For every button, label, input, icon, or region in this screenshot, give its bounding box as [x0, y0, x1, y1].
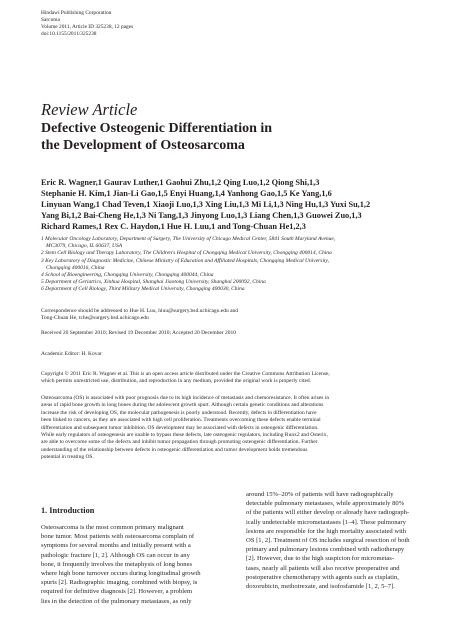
body-line: Osteosarcoma is the most common primary malignant: [41, 524, 184, 531]
body-line: OS [1, 2]. Treatment of OS includes surgical resection of both: [246, 537, 410, 545]
body-line: required for definitive diagnosis [2]. However, a problem: [41, 588, 193, 596]
affiliations: [41, 236, 461, 294]
correspondence-line: Correspondence should be addressed to Hue H. Luu, hluu@surgery.bsd.uchicago.edu and: [41, 308, 239, 314]
abstract-line: areas of rapid bone growth in long bones during the adolescent growth spurt. Although certain genetic conditions and alterations: [41, 402, 324, 409]
title-line: Defective Osteogenic Differentiation in: [41, 121, 273, 136]
abstract-line: are able to overcome some of the defects and inhibit tumor propagation through promoting osteogenic differentiation. Further: [41, 439, 318, 446]
body-line: lesions are responsible for the high mortality associated with: [246, 527, 407, 535]
body-line: bone tumor. Most patients with osteosarcoma complain of: [41, 533, 195, 541]
body-line: detectable pulmonary metastases, while approximately 80%: [246, 500, 405, 508]
publisher-info: [41, 10, 133, 38]
doi-line: doi:10.1155/2011/325238: [41, 31, 97, 38]
correspondence: [41, 308, 461, 322]
body-line: pathologic fracture [1, 2]. Although OS can occur in any: [41, 551, 190, 559]
abstract: [41, 395, 459, 462]
body-line: of the patients will either develop or already have radiograph-: [246, 509, 410, 517]
body-line: [2]. However, due to the high suspicion for micrometas-: [246, 555, 395, 563]
copyright-line: which permits unrestricted use, distribution, and reproduction in any medium, provided the original work is properly cited.: [41, 378, 312, 385]
abstract-line: been linked to cancers, as they are associated with high cell proliferation. Treatments overcoming these defects enable terminal: [41, 417, 321, 424]
paper-title: [41, 121, 441, 154]
article-dates: Received 20 September 2010; Revised 19 December 2010; Accepted 20 December 2010: [41, 330, 237, 336]
author-line: Yang Bi,1,2 Bai-Cheng He,1,3 Ni Tang,1,3 Jinyong Luo,1,3 Liang Chen,1,3 Guowei Zuo,1,3: [41, 211, 362, 220]
affiliation-line: 3 Key Laboratory of Diagnostic Medicine, Chinese Ministry of Education and Affiliated Hospitals, Chongqing Medical University,: [41, 257, 330, 264]
body-line: ically undetectable micrometastases [1–4]. These pulmonary: [246, 518, 406, 526]
right-column-text: [246, 490, 446, 591]
copyright-line: Copyright © 2011 Eric R. Wagner et al. This is an open access article distributed under the Creative Commons Attribution License,: [41, 371, 330, 377]
abstract-line: Osteosarcoma (OS) is associated with poor prognosis due to its high incidence of metastasis and chemoresistance. It often arises in: [41, 395, 330, 401]
publisher-line: Hindawi Publishing Corporation: [41, 10, 112, 16]
author-line: Stephanie H. Kim,1 Jian-Li Gao,1,5 Enyi Huang,1,4 Yanhong Gao,1,5 Ke Yang,1,6: [41, 189, 332, 198]
body-line: postoperative chemotherapy with agents such as cisplatin,: [246, 573, 399, 581]
author-line: Eric R. Wagner,1 Gaurav Luther,1 Gaohui Zhu,1,2 Qing Luo,1,2 Qiong Shi,1,3: [41, 178, 320, 187]
affiliation-line: 5 Department of Geriatrics, Xinhua Hospital, Shanghai Jiaotong University, Shanghai 200092, China: [41, 279, 266, 286]
body-line: tases, nearly all patients will also receive preoperative and: [246, 564, 400, 572]
body-line: bone, it frequently involves the metaphysis of long bones: [41, 560, 193, 568]
body-line: where high bone turnover occurs during longitudinal growth: [41, 570, 201, 578]
affiliation-line: Chongqing 400016, China: [46, 264, 105, 271]
copyright-notice: [41, 371, 461, 385]
affiliation-line: 6 Department of Cell Biology, Third Military Medical University, Chongqing 400030, China: [41, 286, 245, 293]
left-column-text: [41, 523, 241, 606]
body-line: primary and pulmonary lesions combined with radiotherapy: [246, 546, 405, 554]
abstract-line: potential in treating OS.: [41, 454, 94, 461]
abstract-line: While early regulators of osteogenesis are unable to bypass these defects, late osteogenic regulators, including Runx2 and Osterix,: [41, 432, 328, 439]
article-type: Review Article: [41, 100, 138, 119]
journal-line: Sarcoma: [41, 17, 60, 24]
section-heading: 1. Introduction: [41, 506, 95, 515]
body-line: lies in the detection of the pulmonary metastases, as only: [41, 597, 192, 605]
body-line: spurts [2]. Radiographic imaging, combined with biopsy, is: [41, 579, 198, 587]
affiliation-line: 1 Molecular Oncology Laboratory, Department of Surgery, The University of Chicago Medical Center, 5841 South Maryland Avenue,: [41, 236, 336, 242]
body-line: doxorubicin, methotrexate, and isofosfamide [1, 2, 5–7].: [246, 583, 395, 591]
correspondence-line: Tong-Chuan He, tche@surgery.bsd.uchicago.edu: [41, 315, 149, 322]
affiliation-line: 4 School of Bioengineering, Chongqing University, Chongqing 400044, China: [41, 272, 214, 279]
body-line: symptoms for several months and initially present with a: [41, 542, 191, 550]
volume-line: Volume 2011, Article ID 325238, 12 pages: [41, 24, 134, 31]
affiliation-line: 2 Stem Cell Biology and Therapy Laboratory, The Children's Hospital of Chongqing Medical University, Chongqing 400014, China: [41, 250, 332, 257]
academic-editor: Academic Editor: H. Kovar: [41, 351, 102, 357]
author-line: Richard Rames,1 Rex C. Haydon,1 Hue H. Luu,1 and Tong-Chuan He1,2,3: [41, 222, 306, 231]
abstract-line: differentiation and subsequent tumor inhibition. OS development may be associated with defects in osteogenic differentiation.: [41, 424, 319, 431]
title-line: the Development of Osteosarcoma: [41, 137, 245, 153]
abstract-line: understanding of the relationship between defects in osteogenic differentiation and tumor development holds tremendous: [41, 446, 308, 453]
author-line: Linyuan Wang,1 Chad Teven,1 Xiaoji Luo,1,3 Xing Liu,1,3 Mi Li,1,3 Ning Hu,1,3 Yuxi Su,1,2: [41, 200, 371, 209]
author-list: [41, 177, 456, 232]
affiliation-line: MC3079, Chicago, IL 60637, USA: [46, 243, 123, 250]
abstract-line: increase the risk of developing OS, the molecular pathogenesis is poorly understood. Recently, defects in differentiation have: [41, 409, 317, 416]
body-line: around 15%–20% of patients will have radiographically: [246, 491, 394, 498]
